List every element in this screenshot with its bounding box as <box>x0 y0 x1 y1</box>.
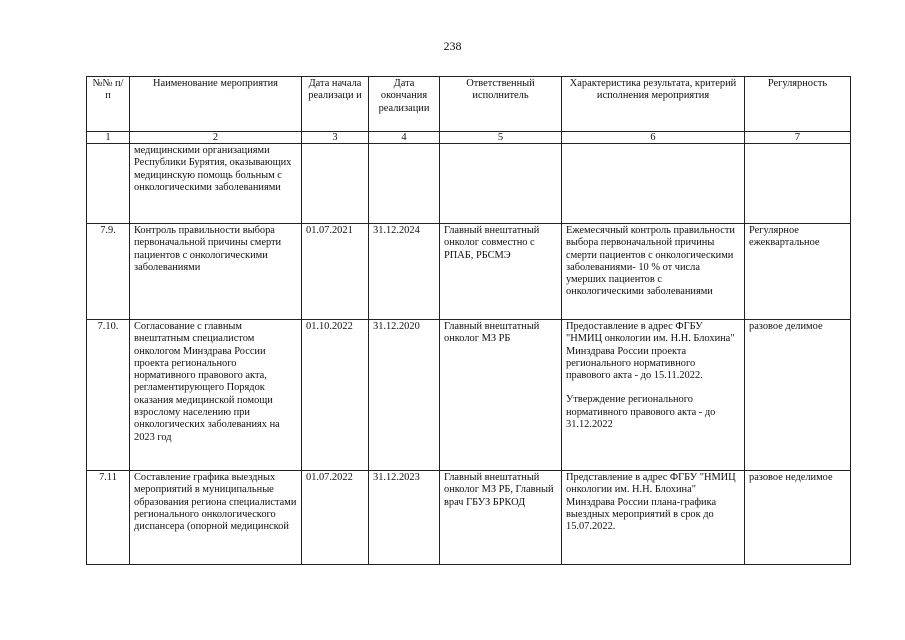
row-end <box>369 144 440 224</box>
column-number: 7 <box>745 132 851 144</box>
row-num: 7.10. <box>87 320 130 471</box>
column-number: 1 <box>87 132 130 144</box>
row-responsible: Главный внештатный онколог МЗ РБ, Главный врач ГБУЗ БРКОД <box>440 471 562 565</box>
row-start: 01.07.2022 <box>302 471 369 565</box>
row-name: медицинскими организациями Республики Бурятия, оказывающих медицинскую помощь больным с онкологическими заболеваниями <box>130 144 302 224</box>
row-result <box>562 144 745 224</box>
table-row <box>87 144 851 224</box>
row-num: 7.9. <box>87 224 130 320</box>
row-end: 31.12.2020 <box>369 320 440 471</box>
row-num: 7.11 <box>87 471 130 565</box>
column-number: 6 <box>562 132 745 144</box>
row-start: 01.07.2021 <box>302 224 369 320</box>
header-name: Наименование мероприятия <box>130 77 302 132</box>
header-regularity: Регулярность <box>745 77 851 132</box>
row-start: 01.10.2022 <box>302 320 369 471</box>
header-responsible: Ответственный исполнитель <box>440 77 562 132</box>
row-responsible: Главный внештатный онколог совместно с РПАБ, РБСМЭ <box>440 224 562 320</box>
row-name: Контроль правильности выбора первоначальной причины смерти пациентов с онкологическими заболеваниями <box>130 224 302 320</box>
column-number: 2 <box>130 132 302 144</box>
table-row <box>87 224 851 320</box>
column-number: 5 <box>440 132 562 144</box>
table-row <box>87 471 851 565</box>
row-result: Предоставление в адрес ФГБУ "НМИЦ онкологии им. Н.Н. Блохина" Минздрава России проекта регионального нормативного правового акта - до 15.11.2022. <box>566 321 735 382</box>
row-result-extra: Утверждение регионального нормативного правового акта - до 31.12.2022 <box>566 394 716 431</box>
row-regularity: Регулярное ежеквартальное <box>745 224 851 320</box>
column-number-row <box>87 132 851 144</box>
row-responsible: Главный внештатный онколог МЗ РБ <box>440 320 562 471</box>
table-row <box>87 320 851 471</box>
row-result-cell <box>562 320 745 471</box>
row-regularity: разовое неделимое <box>745 471 851 565</box>
column-number: 4 <box>369 132 440 144</box>
header-result: Характеристика результата, критерий исполнения мероприятия <box>562 77 745 132</box>
row-result: Представление в адрес ФГБУ "НМИЦ онкологии им. Н.Н. Блохина" Минздрава России плана-графика выездных мероприятий в срок до 15.07.2022. <box>562 471 745 565</box>
row-regularity <box>745 144 851 224</box>
header-end-date: Дата окончания реализации <box>369 77 440 132</box>
row-name: Составление графика выездных мероприятий в муниципальные образования региона специалистами регионального онкологического диспансера (опорной медицинской <box>130 471 302 565</box>
activities-table <box>86 76 851 565</box>
header-start-date: Дата начала реализаци и <box>302 77 369 132</box>
row-result: Ежемесячный контроль правильности выбора первоначальной причины смерти пациентов с онкологическими заболеваниями- 10 % от числа умерших пациентов с онкологическими заболеваниями <box>562 224 745 320</box>
row-end: 31.12.2023 <box>369 471 440 565</box>
header-num: №№ п/п <box>87 77 130 132</box>
row-num <box>87 144 130 224</box>
page-number: 238 <box>443 39 462 53</box>
row-start <box>302 144 369 224</box>
column-number: 3 <box>302 132 369 144</box>
row-end: 31.12.2024 <box>369 224 440 320</box>
row-name: Согласование с главным внештатным специалистом онкологом Минздрава России проекта регионального нормативного правового акта, регламентирующего Порядок оказания медицинской помощи взрослому населению при онкологических заболеваниях на 2023 год <box>130 320 302 471</box>
row-regularity: разовое делимое <box>745 320 851 471</box>
row-responsible <box>440 144 562 224</box>
header-row <box>87 77 851 132</box>
